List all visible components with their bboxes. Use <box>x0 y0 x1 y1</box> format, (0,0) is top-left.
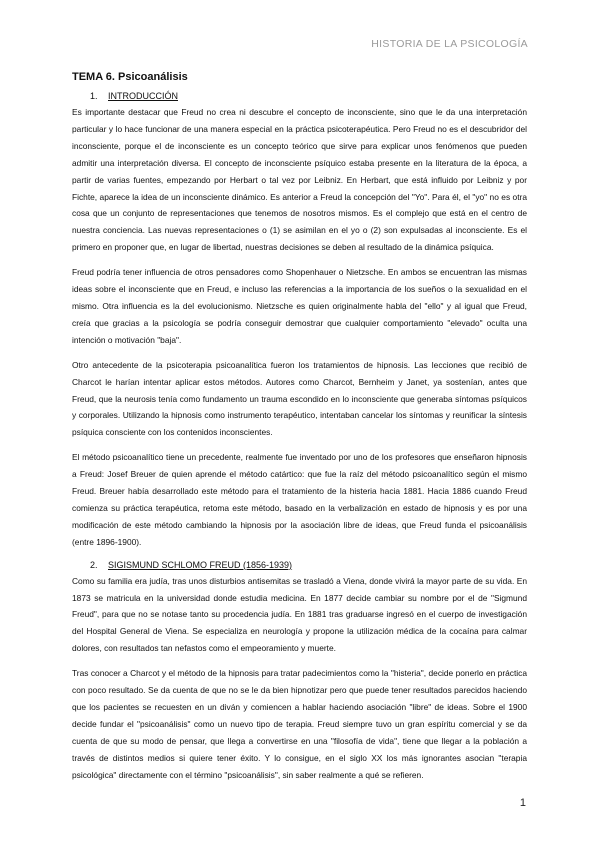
section-heading-freud <box>72 559 527 571</box>
section-number: 1. <box>90 91 98 101</box>
page-number: 1 <box>519 797 526 809</box>
section-title: SIGISMUND SCHLOMO FREUD (1856-1939) <box>108 559 293 570</box>
document-body <box>72 71 527 792</box>
document-title: TEMA 6. Psicoanálisis <box>72 71 188 83</box>
section-number: 2. <box>90 559 98 570</box>
paragraph: Otro antecedente de la psicoterapia psicoanalítica fueron los tratamientos de hipnosis. Las lecciones que recibió de Charcot le harían intentar aplicar estos métodos. Autores como Charcot, Bernheim y Janet, ya sostenían, antes que Freud, que la neurosis tenía como fundamento un trauma escondido en lo inconsciente que generaba síntomas psíquicos y corporales. Utilizando la hipnosis como instrumento terapéutico, intentaban cancelar los síntomas y reunificar la síntesis psíquica consciente con los contenidos inconscientes. <box>72 359 527 438</box>
paragraph: El método psicoanalítico tiene un precedente, realmente fue inventado por uno de los profesores que enseñaron hipnosis a Freud: Josef Breuer de quien aprende el método catártico: que fue la raíz del método psicoanalítico según el mismo Freud. Breuer había desarrollado este método para el tratamiento de la histeria hacia 1881. Hacia 1886 cuando Freud comienza su práctica terapéutica, retoma este método, basado en la verbalización en estado de hipnosis y es por una modificación de este método cambiando la hipnosis por la asociación libre de ideas, que Freud funda el psicoanálisis (entre 1896-1900). <box>72 452 527 547</box>
paragraph: Es importante destacar que Freud no crea ni descubre el concepto de inconsciente, sino que le da una interpretación particular y lo hace funcionar de una manera especial en la práctica psicoterapéutica. Pero Freud no es el descubridor del inconsciente, porque el de inconsciente es un concepto teórico que sirve para explicar unos fenómenos que pueden admitir una interpretación diversa. El concepto de inconsciente psíquico estaba presente en la literatura de la época, a partir de varias fuentes, empezando por Herbart o tal vez por Leibniz. En Herbart, que está influido por Leibniz y por Fichte, aparece la idea de un inconsciente dinámico. Es anterior a Freud la concepción del "Yo". Para él, el "yo" no es otra cosa que un conjunto de representaciones que tenemos de nosotros mismos. Es el complejo que está en el centro de nuestra conciencia. Las nuevas representaciones o (1) se asimilan en el yo o (2) son expulsadas al inconsciente. Es el primero en proponer que, en lugar de libertad, nuestras decisiones se deben al resultado de la dinámica psíquica. <box>72 107 527 253</box>
section-heading-introduccion <box>72 90 527 102</box>
paragraph: Freud podría tener influencia de otros pensadores como Shopenhauer o Nietzsche. En ambos se encuentran las mismas ideas sobre el inconsciente que en Freud, e incluso las referencias a la importancia de los sueños o la sexualidad en el mismo. Otra influencia es la del evolucionismo. Nietzsche es quien originalmente habla del "ello" y al igual que Freud, creía que gracias a la psicología se podría conseguir demostrar que cualquier comportamiento "elevado" oculta una intención o motivación "baja". <box>72 267 527 345</box>
running-header: HISTORIA DE LA PSICOLOGÍA <box>371 38 528 50</box>
paragraph: Tras conocer a Charcot y el método de la hipnosis para tratar padecimientos como la "histeria", decide ponerlo en práctica con poco resultado. Se da cuenta de que no se le da bien hipnotizar pero que puede tener resultados parecidos haciendo que los pacientes se recuesten en un diván y comiencen a hablar haciendo asociación "libre" de ideas. Sobre el 1900 decide fundar el "psicoanálisis" como un nuevo tipo de terapia. Freud siempre tuvo un gran espíritu comercial y se da cuenta de que su modo de pensar, que llega a convertirse en una "filosofía de vida", tiene que llegar a la población a través de distintos medios si quiere tener éxito. Y lo consigue, en el siglo XX los más ignorantes asocian "terapia psicológica" directamente con el término "psicoanálisis", sin saber realmente a qué se refieren. <box>72 668 527 780</box>
section-title: INTRODUCCIÓN <box>108 91 178 101</box>
paragraph: Como su familia era judía, tras unos disturbios antisemitas se trasladó a Viena, donde vivirá la mayor parte de su vida. En 1873 se matricula en la universidad donde estudia medicina. En 1877 decide cambiar su nombre por el de "Sigmund Freud", para que no se notase tanto su procedencia judía. En 1881 tras graduarse ingresó en el cuerpo de investigación del Hospital General de Viena. Se especializa en neurología y propone la utilización médica de la cocaína para calmar dolores, con resultados tan nefastos como el empeoramiento y muerte. <box>72 575 527 654</box>
